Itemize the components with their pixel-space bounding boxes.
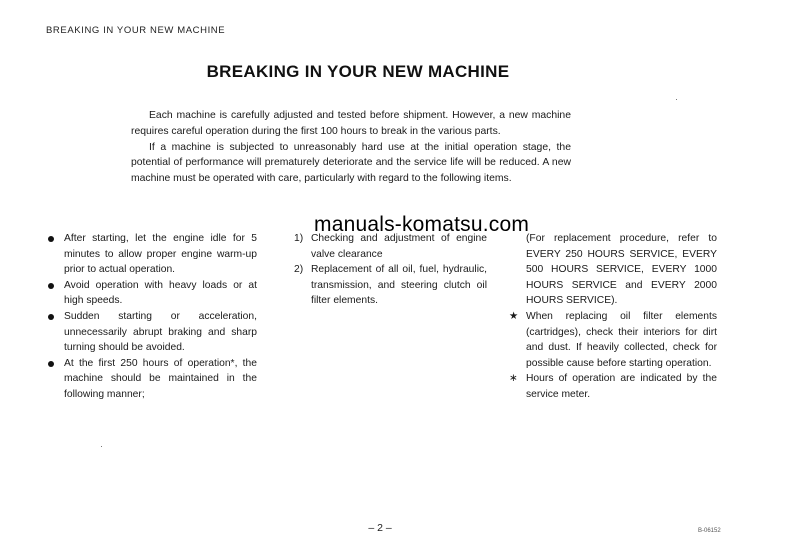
notes-column: [509, 231, 717, 403]
list-item-text: At the first 250 hours of operation*, the machine should be maintained in the following manner;: [64, 357, 257, 400]
star-note: [509, 371, 717, 402]
page-title: BREAKING IN YOUR NEW MACHINE: [206, 62, 510, 81]
intro-section: [131, 108, 571, 187]
list-item-text: Sudden starting or acceleration, unnecessarily abrupt braking and sharp turning should be avoided.: [64, 310, 257, 354]
list-item-text: Avoid operation with heavy loads or at high speeds.: [64, 279, 257, 307]
list-item-text: After starting, let the engine idle for 5 minutes to allow proper engine warm-up prior to actual operation.: [64, 233, 257, 276]
bullet-list: [47, 231, 257, 403]
scan-speck: [676, 99, 677, 100]
star-icon: ★: [509, 310, 519, 322]
watermark-text: manuals-komatsu.com: [314, 213, 530, 236]
scan-speck: [101, 446, 102, 447]
intro-paragraph: If a machine is subjected to unreasonably hard use at the initial operation stage, the potential of performance will prematurely deteriorate and the service life will be reduced. A new machine must be operated with care, particularly with regard to the following items.: [131, 141, 571, 185]
list-item: [47, 231, 257, 278]
intro-paragraph: Each machine is carefully adjusted and tested before shipment. However, a new machine requires careful operation during the first 100 hours to break in the various parts.: [131, 110, 571, 137]
numbered-item: [294, 231, 487, 262]
item-number: 2): [294, 264, 304, 276]
page-number: – 2 –: [368, 522, 392, 534]
list-item: [47, 309, 257, 356]
numbered-item-text: Replacement of all oil, fuel, hydraulic, transmission, and steering clutch oil filter elements.: [311, 264, 487, 307]
star-note: [509, 309, 717, 371]
numbered-item-text: Checking and adjustment of engine valve clearance: [311, 233, 487, 260]
asterisk-icon: ∗: [509, 373, 518, 385]
item-number: 1): [294, 233, 304, 244]
replacement-note: (For replacement procedure, refer to EVERY 250 HOURS SERVICE, EVERY 500 HOURS SERVICE, EVERY 1000 HOURS SERVICE and EVERY 2000 HOURS SERVICE).: [526, 233, 717, 307]
list-item: [47, 278, 257, 309]
star-note-text: Hours of operation are indicated by the service meter.: [526, 373, 717, 400]
list-item: [47, 356, 257, 403]
numbered-list: [294, 231, 487, 309]
running-header: BREAKING IN YOUR NEW MACHINE: [46, 25, 226, 36]
star-note-text: When replacing oil filter elements (cartridges), check their interiors for dirt and dust. If heavily collected, check for possible cause before starting operation.: [526, 310, 717, 369]
document-code: B-06152: [698, 528, 721, 534]
numbered-item: [294, 262, 487, 309]
